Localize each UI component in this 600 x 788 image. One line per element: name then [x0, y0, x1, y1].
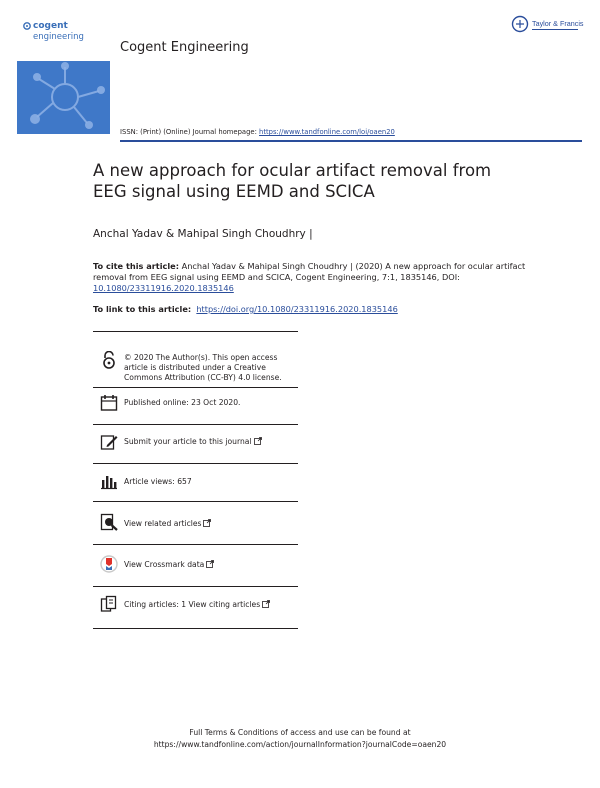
cover-molecule-illustration: [17, 61, 110, 134]
crossmark-text: View Crossmark data: [124, 560, 205, 569]
article-doi-link[interactable]: https://doi.org/10.1080/23311916.2020.1835146: [196, 304, 398, 314]
publisher-logo-text: Taylor & Francis: [532, 19, 584, 28]
edit-pencil-icon: [100, 433, 118, 451]
cogent-logo-line1: cogent: [33, 21, 68, 31]
info-row-related[interactable]: [93, 502, 298, 545]
article-authors: Anchal Yadav & Mahipal Singh Choudhry |: [93, 228, 313, 240]
citation-label: To cite this article:: [93, 261, 179, 271]
cogent-logo-mark-icon: [23, 22, 31, 30]
taylor-francis-logo: [510, 15, 584, 39]
calendar-icon: [100, 394, 118, 412]
submit-article-text: Submit your article to this journal: [124, 437, 252, 446]
license-text: © 2020 The Author(s). This open access article is distributed under a Creative Commons Attribution (CC-BY) 4.0 license.: [124, 353, 282, 382]
external-link-icon: [203, 519, 211, 527]
open-access-lock-icon: [100, 351, 118, 369]
external-link-icon: [262, 600, 270, 608]
cogent-logo: [17, 15, 110, 61]
journal-title: Cogent Engineering: [120, 40, 249, 55]
magnifier-document-icon: [100, 513, 118, 531]
article-views-text: Article views: 657: [124, 477, 192, 486]
info-row-published: [93, 388, 298, 425]
info-top-divider: [93, 331, 298, 332]
footer-terms-text: Full Terms & Conditions of access and use can be found at: [189, 728, 411, 737]
article-link-line: [93, 304, 398, 314]
crossmark-link[interactable]: [124, 560, 294, 570]
info-row-license: [93, 343, 298, 388]
citation-block: [93, 261, 533, 294]
journal-cover: [17, 15, 110, 134]
article-title: [93, 160, 533, 202]
related-articles-text: View related articles: [124, 519, 202, 528]
published-date-text: Published online: 23 Oct 2020.: [124, 398, 241, 407]
header-rule: [120, 140, 582, 142]
article-link-label: To link to this article:: [93, 304, 192, 314]
info-row-citing[interactable]: [93, 587, 298, 629]
external-link-icon: [206, 560, 214, 568]
info-row-views: [93, 464, 298, 502]
issn-prefix: ISSN: (Print) (Online) Journal homepage:: [120, 128, 260, 136]
footer-terms-url[interactable]: https://www.tandfonline.com/action/journalInformation?journalCode=oaen20: [153, 740, 447, 749]
citing-articles-text: Citing articles: 1 View citing articles: [124, 600, 261, 609]
related-articles-link[interactable]: [124, 519, 294, 529]
citing-articles-link[interactable]: [124, 600, 294, 610]
journal-homepage-link[interactable]: https://www.tandfonline.com/loi/oaen20: [259, 128, 395, 136]
article-title-line1: A new approach for ocular artifact removal from: [93, 161, 492, 180]
crossmark-icon: [100, 555, 118, 573]
submit-article-link[interactable]: [124, 437, 294, 447]
cogent-logo-line2: engineering: [33, 32, 84, 42]
citation-doi-link[interactable]: 10.1080/23311916.2020.1835146: [93, 283, 234, 293]
info-row-submit[interactable]: [93, 425, 298, 464]
issn-line: [120, 128, 395, 136]
citing-documents-icon: [100, 595, 118, 613]
footer: [0, 727, 600, 751]
citation-text: Anchal Yadav & Mahipal Singh Choudhry | (2020) A new approach for ocular artifact removal from EEG signal using EEMD and SCICA, Cogent Engineering, 7:1, 1835146, DOI:: [93, 261, 526, 282]
info-row-crossmark[interactable]: [93, 545, 298, 587]
bar-chart-icon: [100, 472, 118, 490]
article-title-line2: EEG signal using EEMD and SCICA: [93, 182, 375, 201]
external-link-icon: [254, 437, 262, 445]
